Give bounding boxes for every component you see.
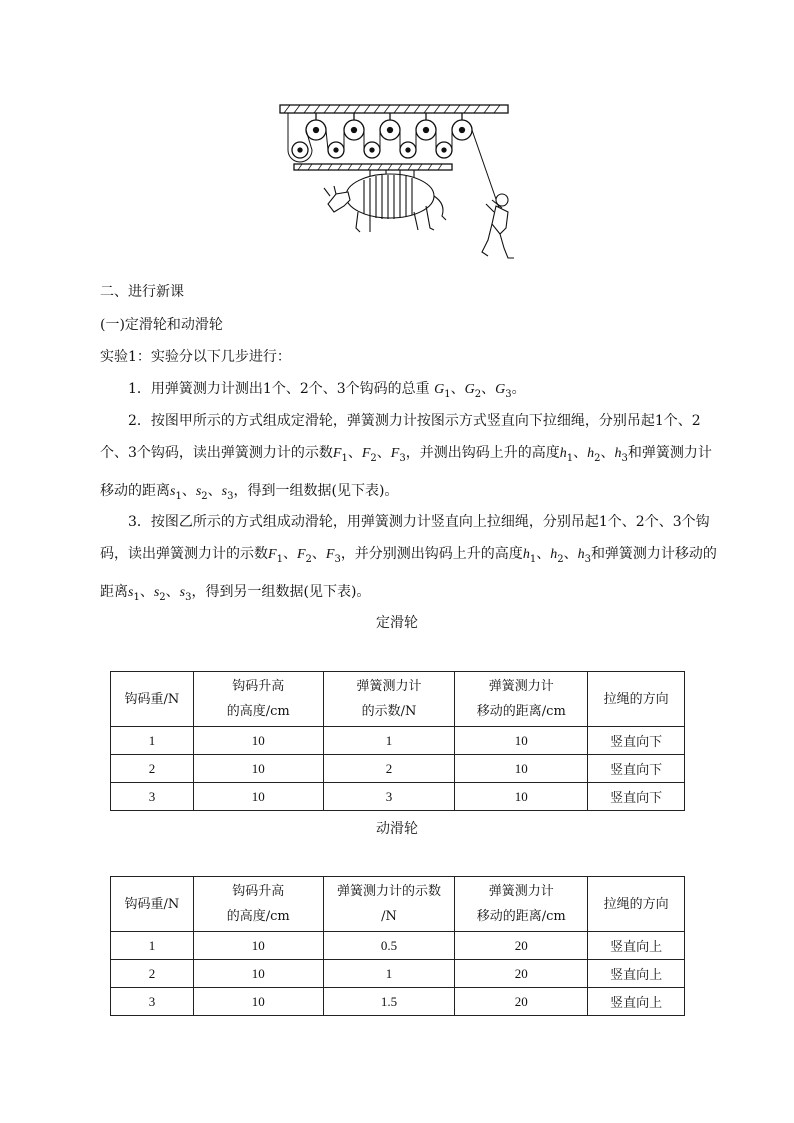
table-cell: 10: [455, 727, 588, 755]
header-cell: 钩码重/N: [111, 877, 194, 932]
table-cell: 10: [455, 755, 588, 783]
table-cell: 3: [111, 783, 194, 811]
table-cell: 10: [193, 727, 323, 755]
header-cell: 弹簧测力计 的示数/N: [323, 672, 455, 727]
table-cell: 0.5: [323, 932, 455, 960]
lower-beam: [294, 164, 452, 170]
step-3: 3．按图乙所示的方式组成动滑轮，用弹簧测力计竖直向上拉细绳，分别吊起1个、2个、3个钩码，读出弹簧测力计的示数$F_1$、$F_2$、$F_3$，并分别测出钩码上升的高度$h_1$、$h_2$、$h_3$和弹簧测力计移动的距离$s_1$、$s_2$、$s_3$，得到另一组数据(见下表)。: [100, 514, 717, 603]
experiment-intro: 实验1：实验分以下几步进行：: [100, 349, 291, 365]
table-cell: 2: [323, 755, 455, 783]
header-cell: 拉绳的方向: [588, 877, 685, 932]
table-cell: 1: [323, 960, 455, 988]
pulley-ox-illustration: [278, 100, 514, 264]
man-drawing: [482, 194, 514, 258]
ox-drawing: [324, 170, 446, 232]
header-cell: 弹簧测力计 移动的距离/cm: [455, 877, 588, 932]
table-row: [111, 727, 685, 755]
movable-pulley-table: [110, 876, 685, 1016]
table-cell: 竖直向上: [588, 932, 685, 960]
step-1: 1．用弹簧测力计测出1个、2个、3个钩码的总重 $G_1$、$G_2$、$G_3$。: [128, 381, 526, 400]
table-cell: 10: [455, 783, 588, 811]
table-cell: 竖直向下: [588, 727, 685, 755]
table1-caption: 定滑轮: [376, 615, 418, 631]
table-cell: 1: [323, 727, 455, 755]
table-cell: 10: [193, 783, 323, 811]
table2-header-row: [111, 877, 685, 932]
table-cell: 1: [111, 932, 194, 960]
table-cell: 竖直向下: [588, 783, 685, 811]
lower-pulleys: [292, 142, 452, 158]
table1-header-row: [111, 672, 685, 727]
table-row: [111, 755, 685, 783]
table-cell: 竖直向上: [588, 988, 685, 1016]
table-cell: 3: [323, 783, 455, 811]
table-cell: 10: [193, 988, 323, 1016]
table-row: [111, 932, 685, 960]
table-cell: 1: [111, 727, 194, 755]
fixed-pulley-table: [110, 671, 685, 811]
table-cell: 20: [455, 932, 588, 960]
step-2: 2．按图甲所示的方式组成定滑轮，弹簧测力计按图示方式竖直向下拉细绳，分别吊起1个、2个、3个钩码，读出弹簧测力计的示数$F_1$、$F_2$、$F_3$，并测出钩码上升的高度$h_1$、$h_2$、$h_3$和弹簧测力计移动的距离$s_1$、$s_2$、$s_3$，得到一组数据(见下表)。: [100, 413, 712, 502]
table-cell: 竖直向下: [588, 755, 685, 783]
header-cell: 钩码升高 的高度/cm: [193, 672, 323, 727]
header-cell: 拉绳的方向: [588, 672, 685, 727]
table-cell: 竖直向上: [588, 960, 685, 988]
subsection-heading: (一)定滑轮和动滑轮: [100, 317, 223, 333]
table-cell: 10: [193, 960, 323, 988]
table-cell: 20: [455, 988, 588, 1016]
ceiling-beam: [280, 105, 508, 113]
table-cell: 3: [111, 988, 194, 1016]
header-cell: 弹簧测力计 移动的距离/cm: [455, 672, 588, 727]
table-cell: 2: [111, 755, 194, 783]
header-cell: 钩码重/N: [111, 672, 194, 727]
header-cell: 弹簧测力计的示数 /N: [323, 877, 455, 932]
table-cell: 2: [111, 960, 194, 988]
header-cell: 钩码升高 的高度/cm: [193, 877, 323, 932]
table-cell: 10: [193, 932, 323, 960]
table-cell: 1.5: [323, 988, 455, 1016]
table2-caption: 动滑轮: [376, 821, 418, 837]
table-cell: 10: [193, 755, 323, 783]
section-heading: 二、进行新课: [100, 284, 184, 300]
table-cell: 20: [455, 960, 588, 988]
table-row: [111, 783, 685, 811]
upper-pulleys: [306, 113, 472, 140]
table-row: [111, 988, 685, 1016]
table-row: [111, 960, 685, 988]
